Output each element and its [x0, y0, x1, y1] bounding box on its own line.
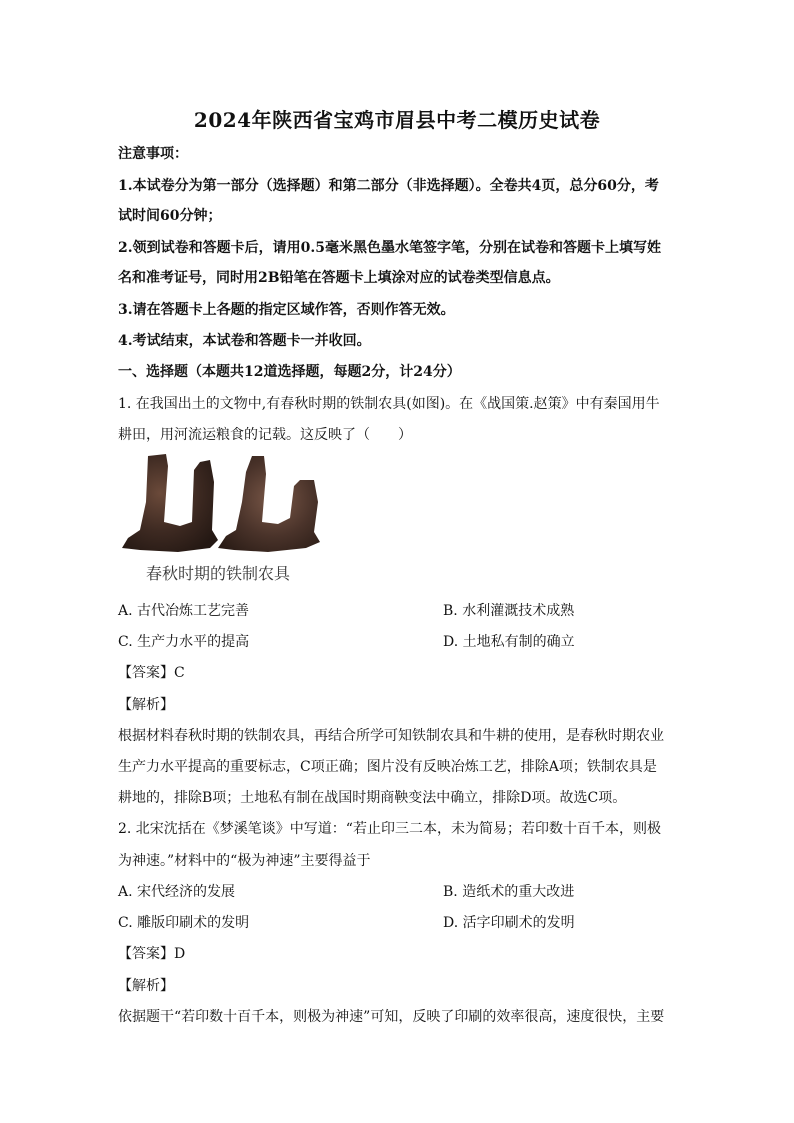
notice-item: 名和准考证号，同时用2B铅笔在答题卡上填涂对应的试卷类型信息点。 [118, 270, 560, 286]
notice-item: 3.请在答题卡上各题的指定区域作答，否则作答无效。 [118, 302, 455, 318]
q1-option-a: A. 古代冶炼工艺完善 [118, 603, 250, 619]
q2-answer: 【答案】D [118, 946, 186, 962]
q1-option-d: D. 土地私有制的确立 [443, 634, 575, 650]
page-title: 2024年陕西省宝鸡市眉县中考二模历史试卷 [193, 108, 601, 132]
section-heading: 一、选择题（本题共12道选择题，每题2分，计24分） [118, 364, 461, 380]
q1-analysis: 耕地的，排除B项；土地私有制在战国时期商鞅变法中确立，排除D项。故选C项。 [118, 790, 627, 806]
notice-item: 2.领到试卷和答题卡后，请用0.5毫米黑色墨水笔签字笔，分别在试卷和答题卡上填写姓 [118, 240, 661, 256]
iron-tool-right [218, 456, 320, 552]
q1-stem: 1. 在我国出土的文物中,有春秋时期的铁制农具(如图)。在《战国策.赵策》中有秦国用牛 [118, 396, 660, 412]
q1-stem: 耕田，用河流运粮食的记载。这反映了（ ） [118, 427, 412, 443]
q2-analysis-label: 【解析】 [118, 978, 174, 994]
q2-stem: 2. 北宋沈括在《梦溪笔谈》中写道：“若止印三二本，未为简易；若印数十百千本，则极 [118, 821, 661, 837]
q2-option-c: C. 雕版印刷术的发明 [118, 915, 250, 931]
notice-heading: 注意事项： [118, 146, 188, 162]
notice-item: 1.本试卷分为第一部分（选择题）和第二部分（非选择题）。全卷共4页，总分60分，考 [118, 178, 659, 194]
q1-option-c: C. 生产力水平的提高 [118, 634, 250, 650]
figure-caption: 春秋时期的铁制农具 [146, 564, 291, 583]
q2-option-d: D. 活字印刷术的发明 [443, 915, 575, 931]
q2-analysis: 依据题干“若印数十百千本，则极为神速”可知，反映了印刷的效率很高，速度很快，主要 [118, 1009, 665, 1025]
q1-analysis: 生产力水平提高的重要标志，C项正确；图片没有反映冶炼工艺，排除A项；铁制农具是 [118, 759, 657, 775]
q1-analysis: 根据材料春秋时期的铁制农具，再结合所学可知铁制农具和牛耕的使用，是春秋时期农业 [118, 728, 664, 744]
q1-option-b: B. 水利灌溉技术成熟 [443, 603, 575, 619]
q2-stem: 为神速。”材料中的“极为神速”主要得益于 [118, 853, 371, 869]
notice-item: 4.考试结束，本试卷和答题卡一并收回。 [118, 333, 371, 349]
iron-tool-left [122, 454, 218, 552]
q2-option-b: B. 造纸术的重大改进 [443, 884, 575, 900]
notice-item: 试时间60分钟； [118, 208, 222, 224]
q1-analysis-label: 【解析】 [118, 697, 174, 713]
q2-option-a: A. 宋代经济的发展 [118, 884, 236, 900]
q1-answer: 【答案】C [118, 665, 185, 681]
